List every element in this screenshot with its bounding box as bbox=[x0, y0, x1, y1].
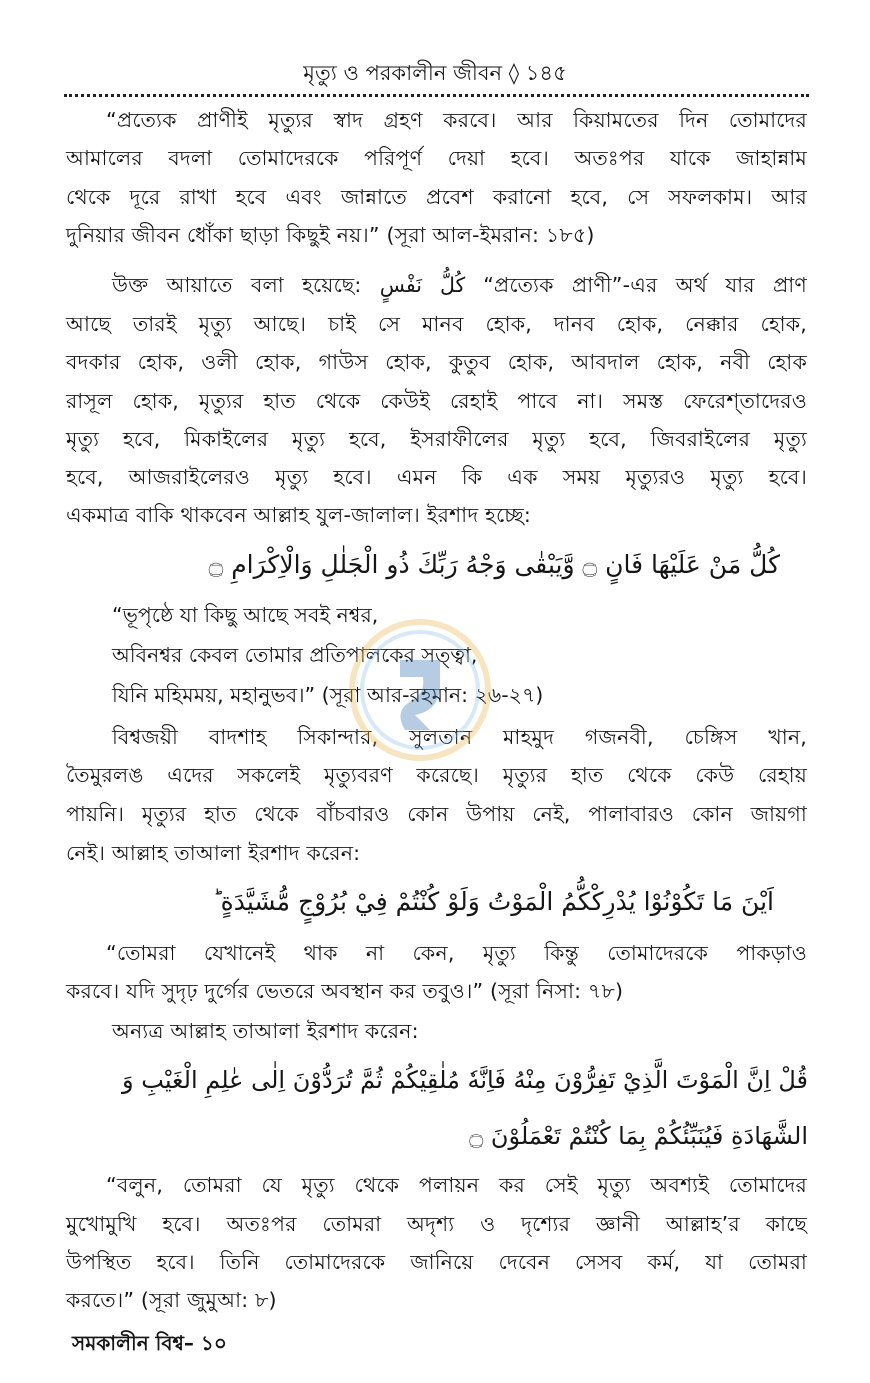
body-line: করবে। যদি সুদৃঢ় দুর্গের ভেতরে অবস্থান কর তবুও।” (সূরা নিসা: ৭৮) bbox=[66, 979, 624, 1003]
body-line: অন্যত্র আল্লাহ তাআলা ইরশাদ করেন: bbox=[112, 1019, 419, 1043]
body-line: মুখোমুখি হবে। অতঃপর তোমরা অদৃশ্য ও দৃশ্যের জ্ঞানী আল্লাহ’র কাছে bbox=[66, 1212, 807, 1236]
poem-line: অবিনশ্বর কেবল তোমার প্রতিপালকের সত্ত্বা, bbox=[112, 643, 478, 667]
body-line: বদকার হোক, ওলী হোক, গাউস হোক, কুতুব হোক, আবদাল হোক, নবী হোক bbox=[66, 350, 807, 374]
body-line: তৈমুরলঙ এদের সকলেই মৃত্যুবরণ করেছে। মৃত্যুর হাত থেকে কেউ রেহায় bbox=[66, 763, 807, 787]
body-line: “তোমরা যেখানেই থাক না কেন, মৃত্যু কিন্তু তোমাদেরকে পাকড়াও bbox=[106, 941, 807, 965]
poem-line: যিনি মহিমময়, মহানুভব।” (সূরা আর-রহমান: ২৬-২৭) bbox=[112, 683, 544, 707]
body-line: আছে তারই মৃত্যু আছে। চাই সে মানব হোক, দানব হোক, নেক্কার হোক, bbox=[66, 312, 807, 336]
body-line: বিশ্বজয়ী বাদশাহ সিকান্দার, সুলতান মাহমুদ গজনবী, চেঙ্গিস খান, bbox=[112, 725, 807, 749]
body-line: মৃত্যু হবে, মিকাইলের মৃত্যু হবে, ইসরাফীলের মৃত্যু হবে, জিবরাইলের মৃত্যু bbox=[66, 427, 807, 451]
watermark-logo-icon bbox=[345, 615, 495, 765]
header-divider bbox=[64, 94, 809, 97]
body-line: নেই। আল্লাহ তাআলা ইরশাদ করেন: bbox=[66, 841, 361, 865]
arabic-verse: الشَّهَادَةِ فَيُنَبِّئُكُمْ بِمَا كُنْتُمْ تَعْمَلُوْنَ ۝ bbox=[469, 1122, 808, 1150]
arabic-verse: كُلُّ مَنْ عَلَيْهَا فَانٍ ۝ وَّيَبْقٰى وَجْهُ رَبِّكَ ذُو الْجَلٰلِ وَالْاِكْرَامِ ۝ bbox=[208, 550, 780, 579]
arabic-verse: قُلْ اِنَّ الْمَوْتَ الَّذِيْ تَفِرُّوْنَ مِنْهُ فَاِنَّهٗ مُلٰقِيْكُمْ ثُمَّ تُرَدُّوْنَ اِلٰى عٰلِمِ الْغَيْبِ وَ bbox=[122, 1066, 808, 1094]
body-line: দুনিয়ার জীবন ধোঁকা ছাড়া কিছুই নয়।” (সূরা আল-ইমরান: ১৮৫) bbox=[66, 223, 595, 247]
body-line: “প্রত্যেক প্রাণীই মৃত্যুর স্বাদ গ্রহণ করবে। আর কিয়ামতের দিন তোমাদের bbox=[106, 108, 807, 132]
page-footer: সমকালীন বিশ্ব– ১০ bbox=[72, 1331, 227, 1355]
body-line: করতে।” (সূরা জুমুআ: ৮) bbox=[66, 1288, 277, 1312]
body-line: উপস্থিত হবে। তিনি তোমাদেরকে জানিয়ে দেবেন সেসব কর্ম, যা তোমরা bbox=[66, 1250, 807, 1274]
body-line: রাসূল হোক, মৃত্যুর হাত থেকে কেউই রেহাই পাবে না। সমস্ত ফেরেশ্‌তাদেরও bbox=[66, 389, 807, 413]
poem-line: “ভূপৃষ্ঠে যা কিছু আছে সবই নশ্বর, bbox=[112, 603, 379, 627]
running-head: মৃত্যু ও পরকালীন জীবন ◊ ১৪৫ bbox=[303, 61, 567, 85]
body-line: আমালের বদলা তোমাদেরকে পরিপূর্ণ দেয়া হবে। অতঃপর যাকে জাহান্নাম bbox=[66, 146, 807, 170]
arabic-verse: اَيْنَ مَا تَكُوْنُوْا يُدْرِكْكُّمُ الْمَوْتُ وَلَوْ كُنْتُمْ فِيْ بُرُوْجٍ مُّشَيَّدَةٍ ؕ bbox=[212, 887, 774, 916]
body-line: “বলুন, তোমরা যে মৃত্যু থেকে পলায়ন কর সেই মৃত্যু অবশ্যই তোমাদের bbox=[106, 1173, 807, 1197]
body-line: থেকে দূরে রাখা হবে এবং জান্নাতে প্রবেশ করানো হবে, সে সফলকাম। আর bbox=[66, 185, 807, 209]
body-line: হবে, আজরাইলেরও মৃত্যু হবে। এমন কি এক সময় মৃত্যুরও মৃত্যু হবে। bbox=[66, 465, 807, 489]
body-line: পায়নি। মৃত্যুর হাত থেকে বাঁচবারও কোন উপায় নেই, পালাবারও কোন জায়গা bbox=[66, 802, 807, 826]
body-line: উক্ত আয়াতে বলা হয়েছে: كُلُّ نَفْسٍ “প্রত্যেক প্রাণী”-এর অর্থ যার প্রাণ bbox=[112, 273, 808, 297]
body-line: একমাত্র বাকি থাকবেন আল্লাহ যুল-জালাল। ইরশাদ হচ্ছে: bbox=[66, 503, 531, 527]
